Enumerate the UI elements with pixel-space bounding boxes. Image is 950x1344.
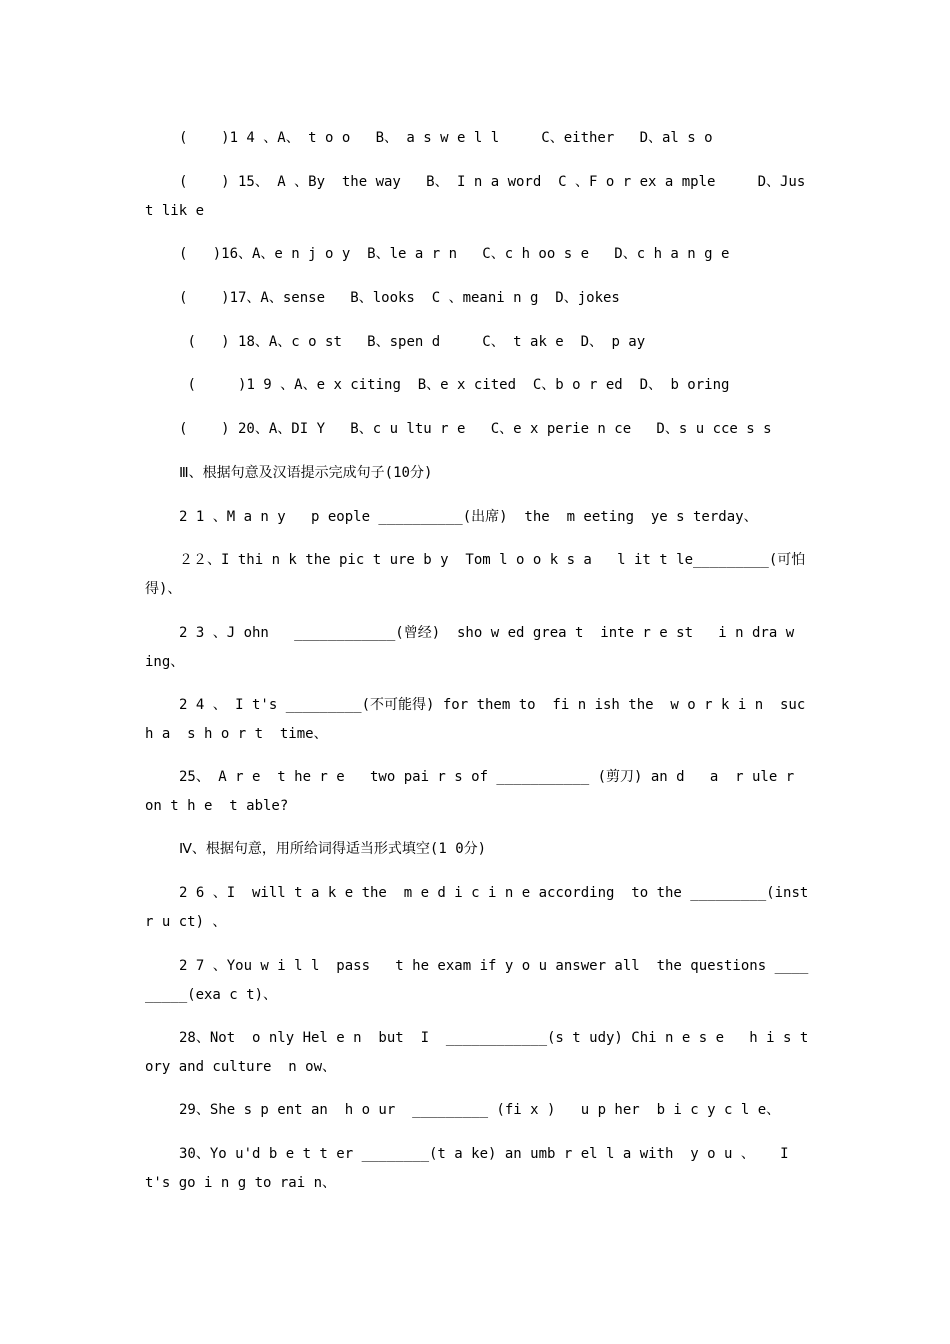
- question-14: ( )1 4 、A、 t o o B、 a s w e l l C、either D、al s o: [179, 130, 713, 146]
- question-25: 25、 A r e t he r e two pai r s of ___________ (剪刀) an d a r ule r on t h e t able?: [145, 769, 803, 814]
- question-29: 29、She s p ent an h o ur _________ (fi x ) u p her b i c y c l e、: [179, 1102, 781, 1118]
- question-30: 30、Yo u'd b e t t er ________(t a ke) an umb r el l a with y o u 、 It's go i n g to rai n、: [145, 1146, 789, 1191]
- question-27: 2 7 、You w i l l pass t he exam if y o u answer all the questions _________(exa c t)、: [145, 958, 809, 1003]
- section-4-heading: Ⅳ、根据句意，用所给词得适当形式填空(1 0分): [179, 841, 487, 857]
- question-16: ( )16、A、e n j o y B、le a r n C、c h oo s e D、c h a n g e: [179, 246, 730, 262]
- question-20: ( ) 20、A、DI Y B、c u ltu r e C、e x perie n ce D、s u cce s s: [179, 421, 772, 437]
- question-28: 28、Not o nly Hel e n but I ____________(s t udy) Chi n e s e h i s tory and culture n ow、: [145, 1030, 809, 1075]
- question-21: 2 1 、M a n y p eople __________(出席) the m eeting ye s terday、: [179, 509, 758, 525]
- question-18: ( ) 18、A、c o st B、spen d C、 t ak e D、 p ay: [179, 334, 646, 350]
- question-24: 2 4 、 I t's _________(不可能得) for them to fi n ish the w o r k i n such a s h o r t time、: [145, 697, 806, 742]
- question-19: ( )1 9 、A、e x citing B、e x cited C、b o r ed D、 b oring: [179, 377, 730, 393]
- question-15: ( ) 15、 A 、By the way B、 I n a word C 、F o r ex a mple D、Just lik e: [145, 174, 806, 219]
- section-3-heading: Ⅲ、根据句意及汉语提示完成句子(10分): [179, 465, 433, 481]
- question-17: ( )17、A、sense B、looks C 、meani n g D、jokes: [179, 290, 620, 306]
- question-26: 2 6 、I will t a k e the m e d i c i n e according to the _________(instr u ct) 、: [145, 885, 809, 930]
- question-23: 2 3 、J ohn ____________(曾经) sho w ed grea t inte r e st i n dra w ing、: [145, 625, 803, 670]
- question-22: ２２、I thi n k the pic t ure b y Tom l o o k s a l it t le_________(可怕得)、: [145, 552, 806, 597]
